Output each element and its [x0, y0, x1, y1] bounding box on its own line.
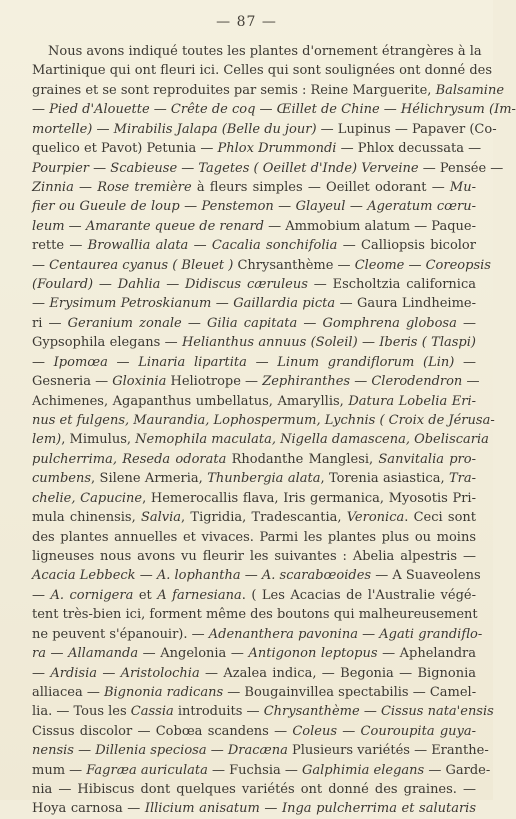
text-line	[32, 353, 476, 372]
text-line	[32, 178, 476, 197]
text-line	[32, 469, 476, 488]
text-run: — Lupinus — Papaver (Co-	[316, 121, 497, 137]
text-run: , Tigridia, Tradescantia,	[181, 510, 347, 526]
italic-run: Gloxinia	[112, 374, 167, 390]
italic-run: Galphimia elegans	[302, 762, 425, 778]
text-run: — Angelonia —	[138, 646, 249, 662]
text-line	[32, 508, 476, 527]
body-text	[32, 42, 516, 819]
italic-run: Zephiranthes — Clerodendron	[262, 374, 463, 390]
text-line	[32, 314, 476, 333]
text-line	[32, 294, 476, 313]
text-line	[32, 372, 480, 391]
text-run: lia. — Tous les	[32, 704, 131, 720]
text-run: Gypsophila elegans —	[32, 335, 182, 351]
text-run: Rhodanthe Manglesi,	[226, 451, 379, 467]
text-run: à fleurs simples — Oeillet odorant —	[191, 179, 450, 195]
text-line	[32, 411, 495, 430]
italic-run: Adenanthera pavonina — Agati grandiflo-	[208, 626, 483, 642]
italic-run: Balsamine	[435, 82, 505, 98]
italic-run: nus et fulgens, Maurandia, Lophospermum, Lychnis ( Croix de Jérusa-	[32, 413, 495, 429]
italic-run: Helianthus annuus (Soleil) — Iberis ( Tlaspi)	[181, 335, 476, 351]
text-run: Martinique qui ont fleuri ici. Celles qui sont soulignées ont donné des	[32, 63, 493, 79]
text-run: nia — Hibiscus dont quelques variétés ont donné des graines. —	[32, 782, 476, 798]
text-run: — A Suaveolens	[371, 568, 481, 584]
italic-run: — Erysimum Petroskianum — Gaillardia picta	[32, 296, 336, 312]
text-line	[32, 217, 476, 236]
text-line	[32, 799, 476, 818]
text-run: — Bougainvillea spectabilis — Camel-	[223, 684, 477, 700]
text-run: —	[462, 374, 480, 390]
italic-run: Browallia alata — Cacalia sonchifolia	[87, 238, 338, 254]
text-line	[32, 664, 476, 683]
italic-run: Chrysanthème — Cissus nata'ensis	[263, 704, 494, 720]
italic-run: A farnesiana	[157, 587, 242, 603]
text-line	[32, 780, 476, 799]
text-run: . ( Les Acacias de l'Australie végé-	[241, 587, 476, 603]
text-line	[32, 197, 476, 216]
text-run: alliacea —	[32, 684, 104, 700]
text-run: Nous avons indiqué toutes les plantes d'ornement étrangères à la	[48, 44, 482, 59]
text-run: introduits —	[173, 704, 264, 720]
text-run: . Ceci sont	[404, 510, 476, 526]
text-run: rette —	[32, 238, 88, 254]
italic-run: Pourpier — Scabieuse — Tagetes ( Oeillet d'Inde) Verveine	[32, 160, 419, 176]
italic-run: nensis — Dillenia speciosa — Dracæna	[32, 743, 288, 759]
text-line	[32, 450, 476, 469]
text-line	[32, 120, 497, 139]
text-run: — Fuchsia —	[207, 762, 303, 778]
text-run: , Mimulus,	[61, 432, 136, 448]
text-run: Gesneria —	[32, 374, 113, 390]
text-line	[32, 139, 482, 158]
text-run: Hoya carnosa —	[32, 801, 145, 817]
text-run: Achimenes, Agapanthus umbellatus, Amaryllis,	[32, 393, 349, 409]
text-line	[32, 702, 494, 721]
italic-run: fier ou Gueule de loup — Penstemon — Glayeul — Ageratum cœru-	[32, 199, 476, 215]
text-run: — Gaura Lindheime-	[335, 296, 476, 312]
text-run: , Hemerocallis flava, Iris germanica, Myosotis Pri-	[142, 490, 476, 506]
text-run: ne peuvent s'épanouir). —	[32, 626, 209, 642]
text-line	[32, 741, 489, 760]
text-line	[32, 761, 491, 780]
text-line	[32, 566, 481, 585]
text-line	[32, 644, 476, 663]
text-line	[32, 430, 489, 449]
text-run: et	[133, 587, 158, 603]
text-line	[32, 683, 476, 702]
text-run: ri —	[32, 315, 68, 331]
italic-run: Acacia Lebbeck — A. lophantha — A. scarabœoides	[32, 568, 372, 584]
italic-run: Cassia	[130, 704, 174, 720]
italic-run: — Ardisia — Aristolochia	[32, 665, 200, 681]
italic-run: Thunbergia alata	[207, 471, 321, 487]
italic-run: Mu-	[449, 179, 476, 195]
text-line	[32, 547, 476, 566]
text-run: — Ammobium alatum — Paque-	[263, 218, 476, 234]
text-run: Heliotrope —	[166, 374, 263, 390]
text-line	[32, 392, 476, 411]
text-run: mum —	[32, 762, 87, 778]
italic-run: Nemophila maculata, Nigella damascena, Obeliscaria	[135, 432, 489, 448]
italic-run: (Foulard) — Dahlia — Didiscus cæruleus	[32, 277, 308, 293]
italic-run: Zinnia — Rose tremière	[32, 179, 192, 195]
italic-run: Geranium zonale — Gilia capitata — Gomphrena globosa	[67, 315, 457, 331]
text-run: Cissus discolor — Cobœa scandens —	[32, 723, 293, 739]
text-line	[32, 100, 516, 119]
italic-run: Tra-	[448, 471, 476, 487]
italic-run: Illicium anisatum — Inga pulcherrima et salutaris	[144, 801, 477, 817]
italic-run: Veronica	[346, 510, 405, 526]
text-line	[32, 605, 476, 624]
text-run: Chrysanthème —	[233, 257, 355, 273]
italic-run: Datura Lobelia Eri-	[348, 393, 477, 409]
text-run: — Azalea indica, — Begonia — Bignonia	[199, 665, 476, 681]
text-line	[32, 586, 476, 605]
text-line	[32, 42, 482, 61]
italic-run: chelie, Capucine	[32, 490, 143, 506]
italic-run: Sanvitalia pro-	[378, 451, 476, 467]
text-run: mula chinensis,	[32, 510, 141, 526]
text-line	[32, 275, 476, 294]
text-line	[32, 61, 493, 80]
text-run: — Phlox decussata —	[336, 141, 482, 157]
italic-run: — A. cornigera	[32, 587, 134, 603]
text-line	[32, 722, 476, 741]
text-run: — Pensée —	[418, 160, 504, 176]
italic-run: Cleome — Coreopsis	[354, 257, 491, 273]
text-line	[32, 159, 504, 178]
text-line	[32, 236, 476, 255]
text-run: des plantes annuelles et vivaces. Parmi les plantes plus ou moins	[32, 529, 476, 545]
italic-run: Antigonon leptopus	[248, 646, 378, 662]
text-line	[32, 625, 483, 644]
italic-run: lem)	[32, 432, 62, 448]
italic-run: — Ipomœa — Linaria lipartita — Linum grandiflorum (Lin)	[32, 354, 455, 370]
text-run: — Garde-	[424, 762, 491, 778]
italic-run: cumbens	[32, 471, 92, 487]
italic-run: pulcherrima, Reseda odorata	[32, 451, 227, 467]
italic-run: Salvia	[140, 510, 182, 526]
text-run: ligneuses nous avons vu fleurir les suivantes : Abelia alpestris —	[32, 548, 476, 564]
italic-run: leum — Amarante queue de renard	[32, 218, 264, 234]
text-line	[32, 333, 476, 352]
text-run: , Torenia asiastica,	[320, 471, 449, 487]
text-run: tent très-bien ici, forment même des boutons qui malheureusement	[32, 607, 478, 623]
text-run: graines et se sont reproduites par semis : Reine Marguerite,	[32, 82, 436, 98]
text-run: — Calliopsis bicolor	[337, 238, 476, 254]
italic-run: mortelle) — Mirabilis Jalapa (Belle du jour)	[32, 121, 317, 137]
text-run: quelico et Pavot) Petunia —	[32, 141, 218, 157]
text-run: —	[454, 354, 476, 370]
italic-run: Bignonia radicans	[103, 684, 224, 700]
text-line	[32, 489, 476, 508]
italic-run: — Centaurea cyanus ( Bleuet )	[32, 257, 234, 273]
text-run: —	[456, 315, 476, 331]
italic-run: Coleus — Couroupita guya-	[292, 723, 477, 739]
text-run: , Silene Armeria,	[91, 471, 208, 487]
text-run: Plusieurs variétés — Eranthe-	[287, 743, 489, 759]
text-run: — Aphelandra	[377, 646, 476, 662]
italic-run: — Pied d'Alouette — Crête de coq — Œillet de Chine — Hélichrysum (Im-	[32, 102, 516, 118]
text-line	[32, 256, 491, 275]
italic-run: Phlox Drummondi	[217, 141, 337, 157]
text-line	[32, 528, 476, 547]
italic-run: Fagræa auriculata	[86, 762, 208, 778]
page-number: — 87 —	[216, 14, 277, 30]
text-run: — Escholtzia californica	[307, 277, 476, 293]
text-line	[32, 81, 505, 100]
italic-run: ra — Allamanda	[32, 646, 139, 662]
